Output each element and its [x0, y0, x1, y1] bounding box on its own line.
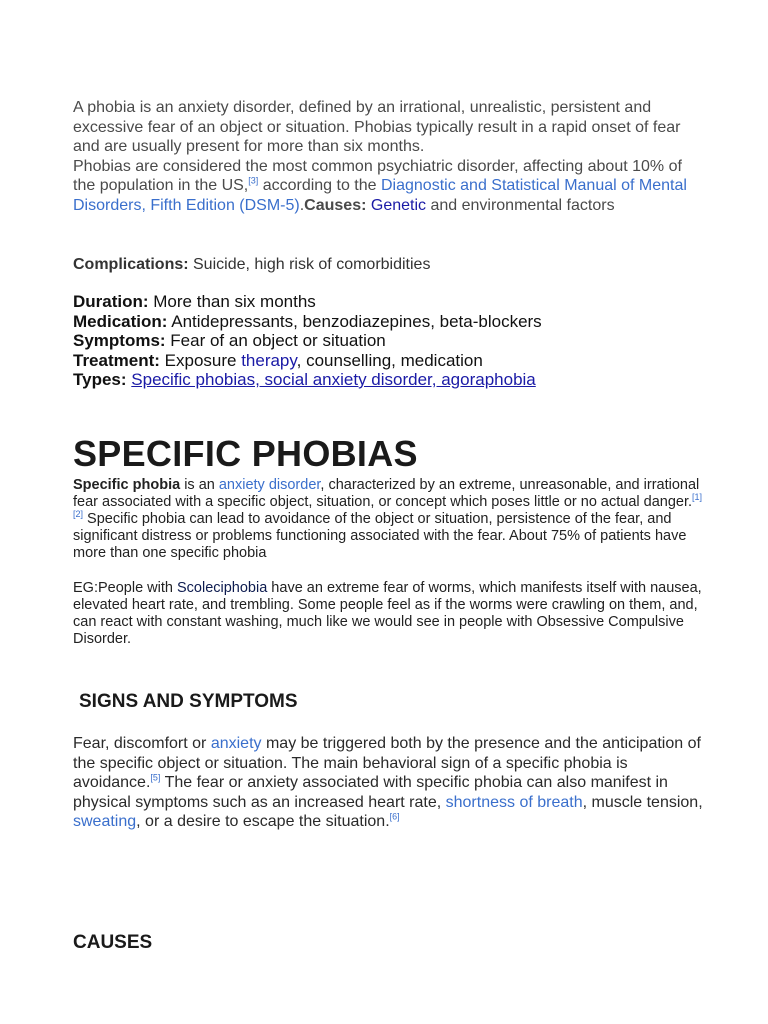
genetic-link[interactable]: Genetic — [370, 196, 427, 214]
anxiety-link[interactable]: anxiety — [210, 735, 262, 752]
example-paragraph — [73, 580, 703, 648]
facts-list — [73, 292, 703, 390]
treatment-label: Treatment: — [73, 350, 160, 370]
duration-value: More than six months — [148, 292, 316, 311]
causes-rest: and environmental factors — [426, 196, 615, 214]
complications-line — [73, 255, 703, 274]
citation-3[interactable]: [3] — [248, 176, 259, 187]
specific-text-3: Specific phobia can lead to avoidance of the object or situation, persistence of the fear, and significant distress or problems functioning associated with the fear. About 75% of patients have more than one specific phobia — [73, 511, 687, 561]
treatment-text-2: , counselling, medication — [296, 350, 483, 370]
treatment-text: Exposure — [159, 350, 242, 370]
shortness-of-breath-link[interactable]: shortness of breath — [445, 793, 583, 811]
citation-5[interactable]: [5] — [150, 772, 161, 783]
causes-label: Causes: — [304, 196, 367, 214]
citation-1-2[interactable]: [1][2] — [73, 492, 703, 520]
fact-medication — [73, 312, 703, 332]
prevalence-paragraph — [73, 157, 703, 216]
sweating-link[interactable]: sweating — [73, 813, 137, 830]
complications-label: Complications: — [73, 256, 189, 273]
fact-treatment — [73, 351, 703, 371]
medication-label: Medication: — [73, 311, 168, 331]
example-text-2: have an extreme fear of worms, which manifests itself with nausea, elevated heart rate, and trembling. Some people feel as if the worms were crawling on them, and, can react with constant washing, much like we would see in people with Obsessive Compulsive Disorder. — [73, 580, 702, 647]
prevalence-period: . — [299, 196, 305, 214]
duration-label: Duration: — [73, 292, 149, 311]
example-text-1: EG:People with — [73, 580, 177, 596]
intro-section — [73, 98, 703, 216]
specific-text-1: is an — [180, 477, 219, 493]
specific-phobias-heading: SPECIFIC PHOBIAS — [73, 433, 418, 474]
complications-value: Suicide, high risk of comorbidities — [188, 256, 431, 273]
types-link[interactable]: Specific phobias, social anxiety disorder, agoraphobia — [131, 370, 536, 389]
signs-text-4: , muscle tension, — [582, 793, 703, 811]
symptoms-label: Symptoms: — [73, 331, 166, 350]
prevalence-text-2: according to the — [258, 177, 381, 195]
citation-6[interactable]: [6] — [389, 811, 400, 822]
therapy-link[interactable]: therapy — [241, 350, 297, 370]
symptoms-value: Fear of an object or situation — [165, 331, 386, 350]
signs-paragraph — [73, 734, 703, 832]
medication-value: Antidepressants, benzodiazepines, beta-blockers — [167, 311, 542, 331]
anxiety-disorder-link[interactable]: anxiety disorder — [218, 477, 321, 493]
fact-types — [73, 370, 703, 390]
prevalence-text: Phobias are considered the most common psychiatric disorder, affecting about 10% of the population in the US, — [73, 157, 682, 195]
fact-symptoms — [73, 331, 703, 351]
specific-phobia-paragraph — [73, 477, 703, 562]
dsm5-link[interactable]: Diagnostic and Statistical Manual of Mental Disorders, Fifth Edition (DSM-5) — [73, 177, 687, 214]
specific-text-2: , characterized by an extreme, unreasonable, and irrational fear associated with a specific object, situation, or concept which poses little or no actual danger. — [73, 477, 700, 510]
signs-text-3: The fear or anxiety associated with specific phobia can also manifest in physical symptoms such as an increased heart rate, — [73, 774, 668, 811]
signs-text-5: , or a desire to escape the situation. — [136, 813, 390, 830]
fact-duration — [73, 292, 703, 312]
signs-text-1: Fear, discomfort or — [73, 735, 211, 752]
intro-paragraph: A phobia is an anxiety disorder, defined by an irrational, unrealistic, persistent and excessive fear of an object or situation. Phobias typically result in a rapid onset of fear and are usually present for more than six months. — [73, 99, 681, 156]
scoleciphobia-term: Scoleciphobia — [176, 580, 268, 596]
specific-phobia-term: Specific phobia — [73, 477, 181, 493]
types-label: Types: — [73, 370, 127, 389]
causes-heading: CAUSES — [73, 932, 153, 953]
signs-text-2: may be triggered both by the presence and the anticipation of the specific object or situation. The main behavioral sign of a specific phobia is avoidance. — [73, 735, 701, 791]
signs-symptoms-heading: SIGNS AND SYMPTOMS — [79, 691, 298, 712]
